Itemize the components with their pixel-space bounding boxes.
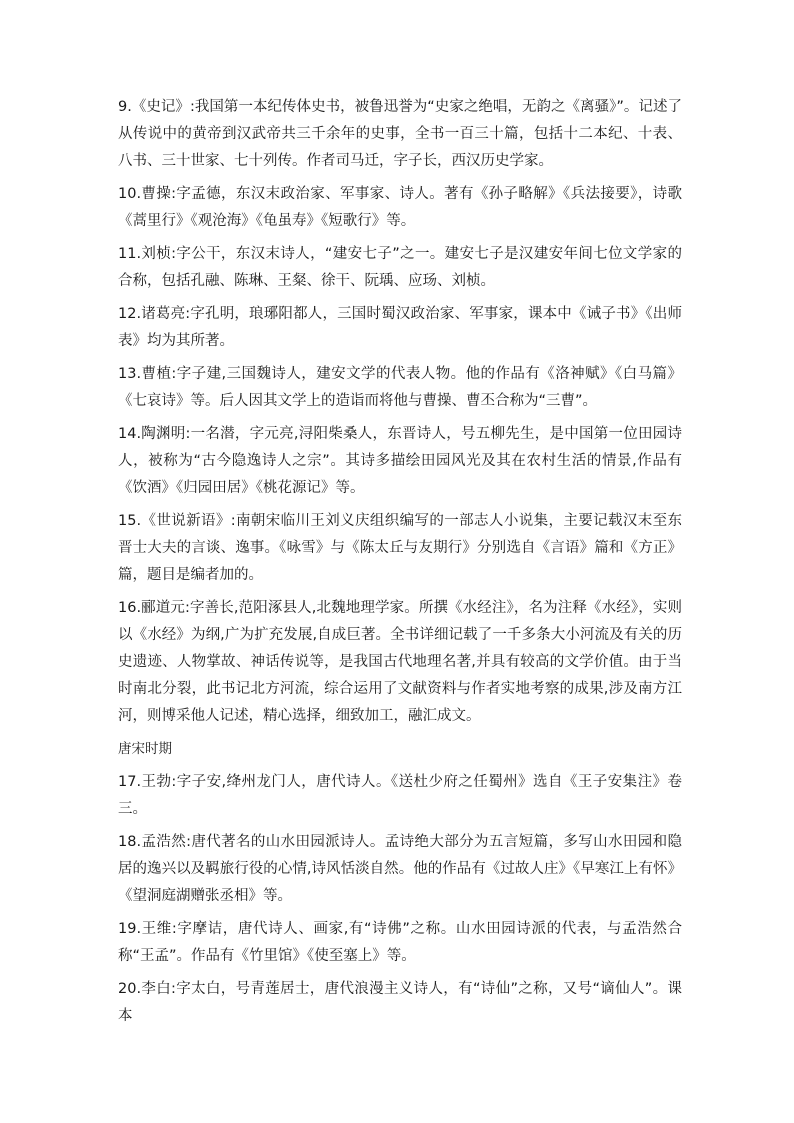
entry-wang-bo: 17.王勃:字子安,绛州龙门人，唐代诗人。《送杜少府之任蜀州》选自《王子安集注》卷三。 xyxy=(118,774,682,817)
entry-liu-zhen: 11.刘桢:字公干，东汉末诗人，“建安七子”之一。建安七子是汉建安年间七位文学家的合称，包括孔融、陈琳、王粲、徐干、阮瑀、应玚、刘桢。 xyxy=(118,246,682,289)
entry-cao-cao: 10.曹操:字孟德，东汉末政治家、军事家、诗人。著有《孙子略解》《兵法接要》，诗歌《蒿里行》《观沧海》《龟虽寿》《短歌行》等。 xyxy=(118,186,682,229)
section-heading: 唐宋时期 xyxy=(118,741,172,757)
entry-zhuge-liang: 12.诸葛亮:字孔明，琅琊阳都人，三国时蜀汉政治家、军事家，课本中《诫子书》《出师表》均为其所著。 xyxy=(118,306,682,349)
entry-li-daoyuan: 16.郦道元:字善长,范阳涿县人,北魏地理学家。所撰《水经注》，名为注释《水经》，实则以《水经》为纲,广为扩充发展,自成巨著。全书详细记载了一千多条大小河流及有关的历史遗迹、人物掌故、神话传说等，是我国古代地理名著,并具有较高的文学价值。由于当时南北分裂，此书记北方河流，综合运用了文献资料与作者实地考察的成果,涉及南方江河，则博采他人记述，精心选择，细致加工，融汇成文。 xyxy=(118,600,682,724)
entry-tao-yuanming: 14.陶渊明:一名潜，字元亮,浔阳柴桑人，东晋诗人，号五柳先生，是中国第一位田园诗人，被称为“古今隐逸诗人之宗”。其诗多描绘田园风光及其在农村生活的情景,作品有《饮酒》《归园田居》《桃花源记》等。 xyxy=(118,426,682,496)
entry-cao-zhi: 13.曹植:字子建,三国魏诗人，建安文学的代表人物。他的作品有《洛神赋》《白马篇》《七哀诗》等。后人因其文学上的造诣而将他与曹操、曹丕合称为“三曹”。 xyxy=(118,366,682,409)
entry-shiji: 9.《史记》:我国第一本纪传体史书，被鲁迅誉为“史家之绝唱，无韵之《离骚》”。记述了从传说中的黄帝到汉武帝共三千余年的史事，全书一百三十篇，包括十二本纪、十表、八书、三十世家、七十列传。作者司马迁，字子长，西汉历史学家。 xyxy=(118,99,682,169)
entry-meng-haoran: 18.孟浩然:唐代著名的山水田园派诗人。孟诗绝大部分为五言短篇，多写山水田园和隐居的逸兴以及羁旅行役的心情,诗风恬淡自然。他的作品有《过故人庄》《早寒江上有怀》《望洞庭湖赠张丞相》等。 xyxy=(118,834,682,904)
entry-wang-wei: 19.王维:字摩诘，唐代诗人、画家,有“诗佛”之称。山水田园诗派的代表，与孟浩然合称“王孟”。作品有《竹里馆》《使至塞上》等。 xyxy=(118,921,682,964)
entry-shishuo-xinyu: 15.《世说新语》:南朝宋临川王刘义庆组织编写的一部志人小说集，主要记载汉末至东晋士大夫的言谈、逸事。《咏雪》与《陈太丘与友期行》分别选自《言语》篇和《方正》篇，题目是编者加的。 xyxy=(118,513,682,583)
entry-li-bai: 20.李白:字太白，号青莲居士，唐代浪漫主义诗人，有“诗仙”之称，又号“谪仙人”。课本 xyxy=(118,981,682,1024)
document-page xyxy=(118,94,682,1036)
